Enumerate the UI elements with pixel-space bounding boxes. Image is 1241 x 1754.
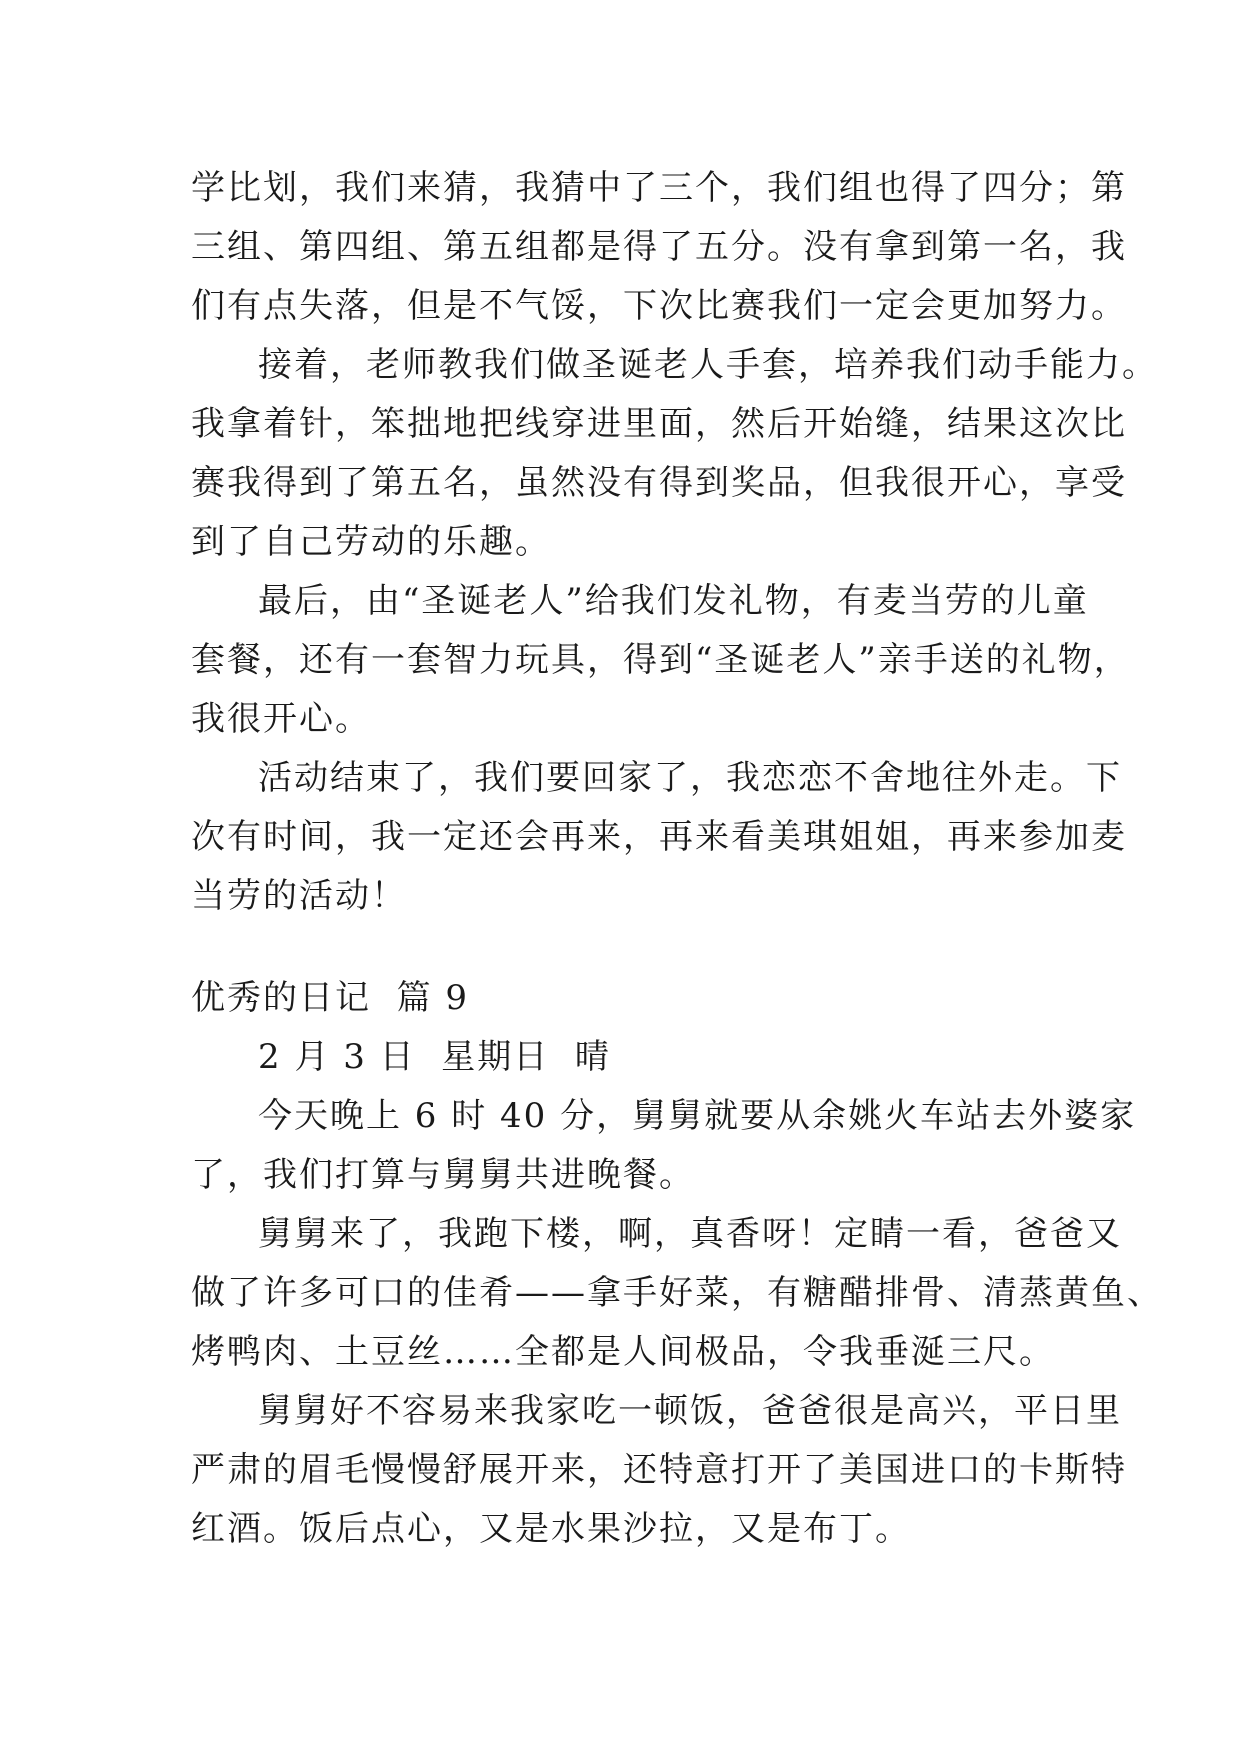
paragraph-first-line: 活动结束了，我们要回家了，我恋恋不舍地往外走。下 bbox=[258, 758, 1122, 798]
text-line: 次有时间，我一定还会再来，再来看美琪姐姐，再来参加麦 bbox=[191, 817, 1127, 857]
paragraph-first-line: 接着，老师教我们做圣诞老人手套，培养我们动手能力。 bbox=[258, 345, 1158, 385]
text-line: 套餐，还有一套智力玩具，得到“圣诞老人”亲手送的礼物， bbox=[191, 640, 1130, 680]
section-heading: 优秀的日记 篇 9 bbox=[191, 978, 470, 1018]
text-line: 学比划，我们来猜，我猜中了三个，我们组也得了四分；第 bbox=[191, 168, 1127, 208]
paragraph-first-line: 最后，由“圣诞老人”给我们发礼物，有麦当劳的儿童 bbox=[258, 581, 1089, 621]
diary-date-line: 2 月 3 日 星期日 晴 bbox=[258, 1037, 611, 1077]
text-line: 烤鸭肉、土豆丝……全都是人间极品，令我垂涎三尺。 bbox=[191, 1332, 1055, 1372]
text-line: 我很开心。 bbox=[191, 699, 371, 739]
text-line: 严肃的眉毛慢慢舒展开来，还特意打开了美国进口的卡斯特 bbox=[191, 1450, 1127, 1490]
text-line: 了，我们打算与舅舅共进晚餐。 bbox=[191, 1155, 695, 1195]
text-line: 到了自己劳动的乐趣。 bbox=[191, 522, 551, 562]
text-line: 做了许多可口的佳肴——拿手好菜，有糖醋排骨、清蒸黄鱼、 bbox=[191, 1273, 1163, 1313]
text-line: 当劳的活动！ bbox=[191, 876, 407, 916]
text-line: 们有点失落，但是不气馁，下次比赛我们一定会更加努力。 bbox=[191, 286, 1127, 326]
paragraph-first-line: 舅舅来了，我跑下楼，啊，真香呀！定睛一看，爸爸又 bbox=[258, 1214, 1122, 1254]
text-line: 三组、第四组、第五组都是得了五分。没有拿到第一名，我 bbox=[191, 227, 1127, 267]
text-line: 红酒。饭后点心，又是水果沙拉，又是布丁。 bbox=[191, 1509, 911, 1549]
text-line: 赛我得到了第五名，虽然没有得到奖品，但我很开心，享受 bbox=[191, 463, 1127, 503]
paragraph-first-line: 舅舅好不容易来我家吃一顿饭，爸爸很是高兴，平日里 bbox=[258, 1391, 1122, 1431]
text-line: 我拿着针，笨拙地把线穿进里面，然后开始缝，结果这次比 bbox=[191, 404, 1127, 444]
paragraph-first-line: 今天晚上 6 时 40 分，舅舅就要从余姚火车站去外婆家 bbox=[258, 1096, 1137, 1136]
